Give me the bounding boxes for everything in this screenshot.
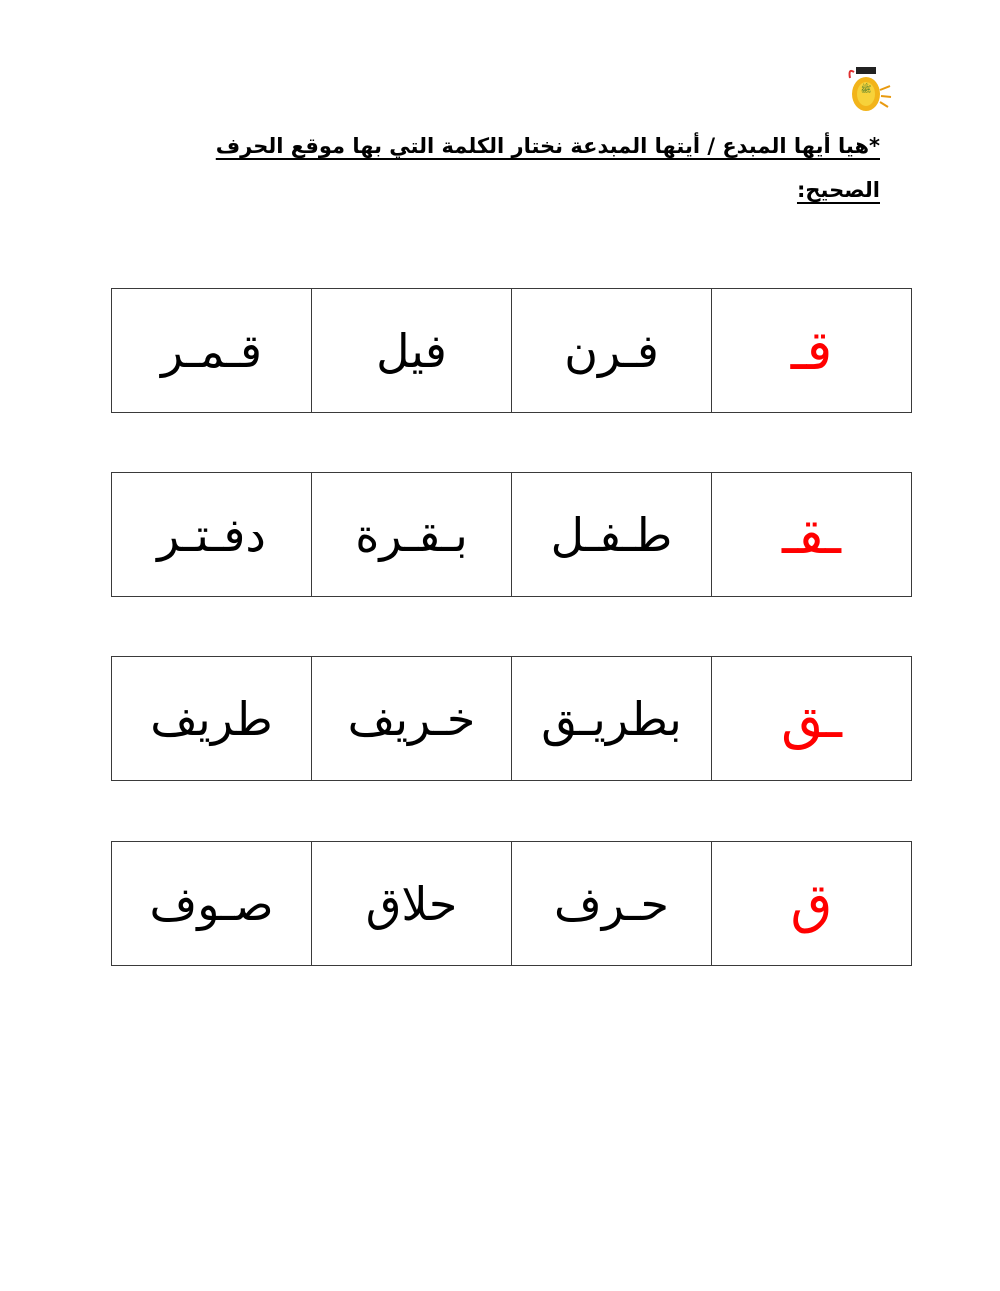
exercise-row-3 [109, 656, 912, 781]
exercise-row-2 [109, 472, 912, 597]
word-option[interactable]: حلاق [311, 841, 512, 966]
letter-cell: ق [711, 841, 912, 966]
word-option[interactable]: بـقـرة [311, 472, 512, 597]
word-option[interactable]: فـرن [511, 288, 712, 413]
instruction-heading: *هيا أيها المبدع / أيتها المبدعة نختار الكلمة التي بها موقع الحرف الصحيح: [215, 134, 880, 202]
exercise-row-1 [109, 288, 912, 413]
word-option[interactable]: حـرف [511, 841, 712, 966]
word-option[interactable]: طريف [111, 656, 312, 781]
letter-cell: قـ [711, 288, 912, 413]
exercise-row-4 [109, 841, 912, 966]
word-option[interactable]: بطريـق [511, 656, 712, 781]
word-option[interactable]: قـمـر [111, 288, 312, 413]
word-option[interactable]: دفـتـر [111, 472, 312, 597]
word-option[interactable]: فيل [311, 288, 512, 413]
letter-cell: ـق [711, 656, 912, 781]
letter-cell: ـقـ [711, 472, 912, 597]
word-option[interactable]: صـوف [111, 841, 312, 966]
word-option[interactable]: خـريف [311, 656, 512, 781]
lantern-logo-icon [846, 64, 892, 114]
svg-text:ﷺ: ﷺ [860, 85, 872, 95]
word-option[interactable]: طـفـل [511, 472, 712, 597]
